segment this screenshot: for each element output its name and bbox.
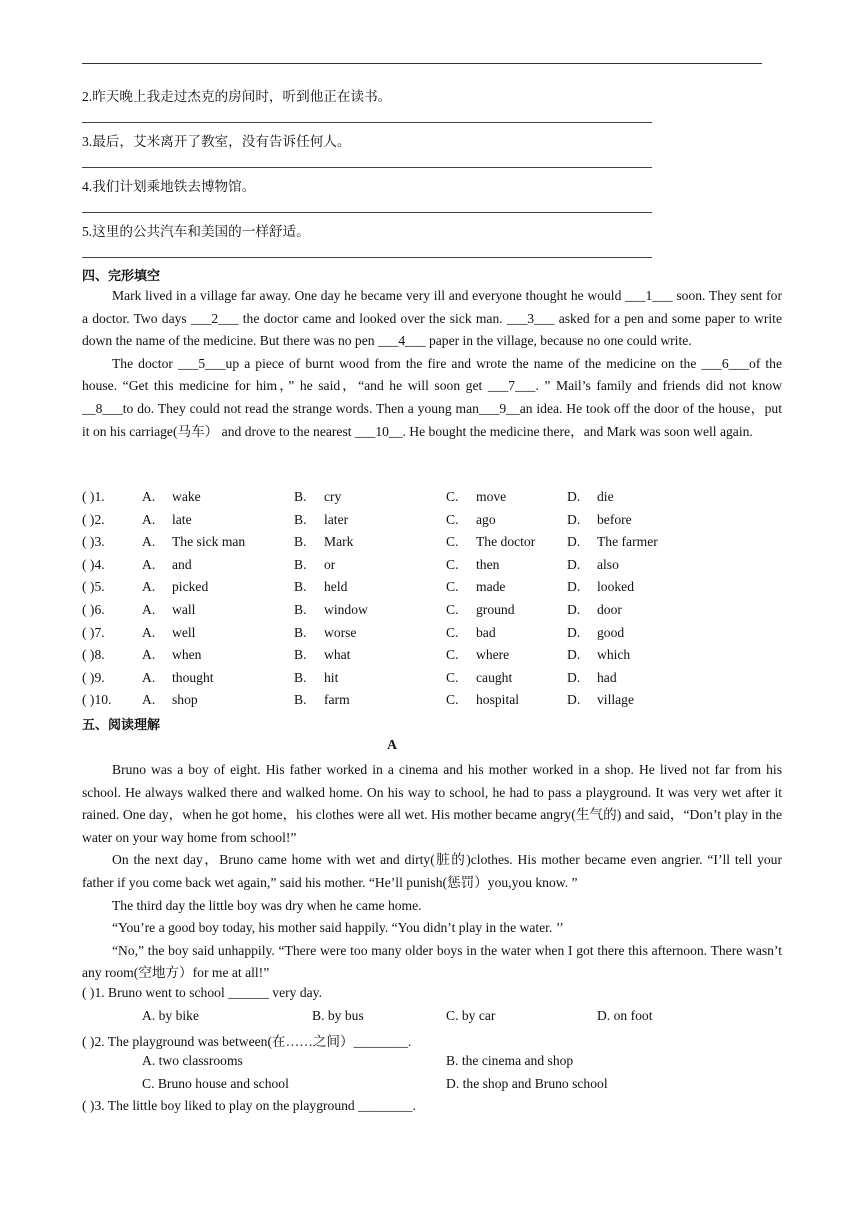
option-letter: C. [446,534,459,550]
question-number: ( )6. [82,602,105,617]
question-1-stem: ( )1. Bruno went to school ______ very day. [82,985,322,1000]
reading-paragraph: Bruno was a boy of eight. His father worked in a cinema and his mother worked in a shop. He lived not far from his school. He always walked there and walked home. On his way to school, he had to pass a playground. It was very wet after it rained. One day，when he got home，his clothes were all wet. His mother became angry(生气的) and said，“Don’t play in the water on your way home from school!” [82,762,782,845]
option-text: move [476,489,507,504]
question-number: ( )4. [82,556,105,572]
option-row-5 [82,579,782,601]
cloze-paragraph-2 [82,353,782,443]
option-letter: A. [142,534,156,550]
option-letter: B. [294,669,307,685]
option-text: ago [476,511,496,527]
translation-item-2: 2.昨天晚上我走过杰克的房间时，听到他正在读书。 [82,89,392,104]
option-letter: B. [294,692,307,708]
option-letter: C. [446,669,459,685]
option-letter: C. [446,579,459,595]
option-text: window [324,602,368,617]
text: . He bought the medicine there，and Mark was soon well again. [402,423,753,439]
option-text: shop [172,692,198,708]
question-2-stem: ( )2. The playground was between(在……之间）________. [82,1034,412,1049]
question-number: ( )3. [82,534,105,550]
option-row-10 [82,692,782,714]
blank-9: ___9__ [478,400,520,416]
passage-label: A [387,737,397,752]
option-text: also [597,556,619,572]
option-letter: B. [294,556,307,572]
cloze-passage [82,285,782,443]
text: the doctor came and looked over the sick man. [238,310,507,326]
option-text: where [476,647,510,663]
option-text: wake [172,489,201,504]
option-letter: C. [446,489,459,504]
option-text: The farmer [597,534,658,550]
translation-item-3: 3.最后，艾米离开了教室，没有告诉任何人。 [82,134,351,149]
blank-8: __8___ [82,400,123,416]
option-text: which [597,647,631,663]
question-number: ( )8. [82,647,105,663]
option-letter: A. [142,489,156,504]
option-letter: D. [567,624,581,640]
option-letter: A. [142,602,156,617]
option-text: held [324,579,348,595]
option-row-8 [82,647,782,669]
option-letter: B. [294,624,307,640]
reading-passage [82,759,782,985]
option-text: picked [172,579,209,595]
option-letter: D. [567,579,581,595]
option-letter: A. [142,511,156,527]
option-text: bad [476,624,496,640]
option-text: hospital [476,692,520,708]
reading-paragraph: “No,” the boy said unhappily. “There were too many older boys in the water when I got there this afternoon. There wasn’t any room(空地方）for me at all!” [82,942,782,981]
question-number: ( )2. [82,511,105,527]
question-1-option-a: A. by bike [142,1008,200,1023]
option-text: before [597,511,632,527]
cloze-heading: 四、完形填空 [82,269,161,284]
option-text: Mark [324,534,354,550]
option-text: wall [172,602,196,617]
blank-1: ___1___ [625,288,673,303]
question-number: ( )1. [82,489,105,504]
option-letter: B. [294,511,307,527]
option-row-7 [82,625,782,647]
option-text: The doctor [476,534,536,550]
blank-4: ___4___ [377,333,426,349]
question-number: ( )9. [82,669,105,685]
option-text: caught [476,669,513,685]
option-letter: B. [294,489,307,504]
text: paper in the village, because no one could write. [425,333,692,349]
option-row-3 [82,534,782,556]
answer-line [82,122,652,123]
option-letter: D. [567,692,581,708]
option-letter: A. [142,692,156,708]
option-letter: C. [446,556,459,572]
option-letter: B. [294,534,307,550]
text: asked for a pen and some paper to write down the name of the medicine. But there was no pen [82,310,782,349]
reading-heading: 五、阅读理解 [82,718,161,733]
question-2-option-b: B. the cinema and shop [446,1053,574,1068]
option-text: good [597,624,625,640]
answer-line [82,257,652,258]
option-text: well [172,624,196,640]
option-text: late [172,511,192,527]
option-letter: C. [446,692,459,708]
option-letter: A. [142,624,156,640]
reading-paragraph: The third day the little boy was dry when he came home. [112,897,422,913]
option-letter: D. [567,511,581,527]
option-letter: A. [142,669,156,685]
option-letter: D. [567,602,581,617]
blank-2: ___2___ [190,310,239,326]
question-number: ( )5. [82,579,105,595]
question-2-option-c: C. Bruno house and school [142,1076,289,1091]
option-text: thought [172,669,214,685]
blank-5: ___5___ [177,355,226,371]
question-2-option-a: A. two classrooms [142,1053,243,1068]
option-letter: D. [567,647,581,663]
option-text: had [597,669,617,685]
question-1-option-d: D. on foot [597,1008,653,1023]
reading-paragraph: “You’re a good boy today, his mother said happily. “You didn’t play in the water. ’’ [112,920,564,936]
question-1-option-b: B. by bus [312,1008,364,1023]
option-letter: B. [294,647,307,663]
text: . ” Mail’s family and friends did not know [535,378,783,394]
option-text: door [597,602,622,617]
option-text: The sick man [172,534,246,550]
option-letter: D. [567,556,581,572]
text: soon. They sent for a doctor. Two days [82,288,782,326]
option-text: or [324,556,336,572]
blank-6: ___6___ [701,355,750,371]
option-text: looked [597,579,634,595]
blank-7: ___7___ [487,378,536,394]
option-letter: B. [294,579,307,595]
option-letter: D. [567,534,581,550]
option-text: cry [324,489,342,504]
option-text: hit [324,669,339,685]
option-text: when [172,647,202,663]
answer-line [82,167,652,168]
option-row-1 [82,489,782,511]
question-3-stem: ( )3. The little boy liked to play on the playground ________. [82,1098,416,1113]
option-row-9 [82,670,782,692]
option-text: made [476,579,506,595]
text: of the house. “Get this medicine for him，” he said，“and he will soon get [82,355,782,394]
answer-line [82,212,652,213]
option-letter: C. [446,647,459,663]
option-letter: B. [294,602,307,617]
option-letter: C. [446,624,459,640]
question-1-option-c: C. by car [446,1008,496,1023]
text: an idea. He took off the door of the house，put it on his carriage(马车） and drove to the nearest [82,400,782,439]
option-letter: C. [446,511,459,527]
option-text: village [597,692,634,708]
cloze-paragraph-1 [82,285,782,353]
option-letter: C. [446,602,459,617]
option-text: later [324,511,349,527]
option-text: die [597,489,614,504]
question-number: ( )10. [82,692,112,708]
blank-3: ___3___ [506,310,555,326]
option-letter: D. [567,489,581,504]
text: Mark lived in a village far away. One day he became very ill and everyone thought he would [112,288,626,303]
option-text: and [172,556,192,572]
option-text: ground [476,602,515,617]
translation-item-4: 4.我们计划乘地铁去博物馆。 [82,179,256,194]
reading-paragraph: On the next day，Bruno came home with wet and dirty(脏的)clothes. His mother became even angrier. “I’ll tell your father if you come back wet again,” said his mother. “He’ll punish(惩罚）you,you know. ” [82,852,782,890]
top-answer-line [82,63,762,64]
option-row-4 [82,557,782,579]
option-text: then [476,556,500,572]
option-letter: D. [567,669,581,685]
option-letter: A. [142,647,156,663]
blank-10: ___10__ [354,423,403,439]
option-row-2 [82,512,782,534]
option-text: farm [324,692,350,708]
option-letter: A. [142,579,156,595]
option-letter: A. [142,556,156,572]
option-text: what [324,647,351,663]
option-row-6 [82,602,782,624]
text: to do. They could not read the strange words. Then a young man [122,400,479,416]
text: The doctor [112,355,178,371]
translation-item-5: 5.这里的公共汽车和美国的一样舒适。 [82,224,310,239]
option-text: worse [324,624,357,640]
text: up a piece of burnt wood from the fire and wrote the name of the medicine on the [225,355,702,371]
question-number: ( )7. [82,624,105,640]
question-2-option-d: D. the shop and Bruno school [446,1076,608,1091]
